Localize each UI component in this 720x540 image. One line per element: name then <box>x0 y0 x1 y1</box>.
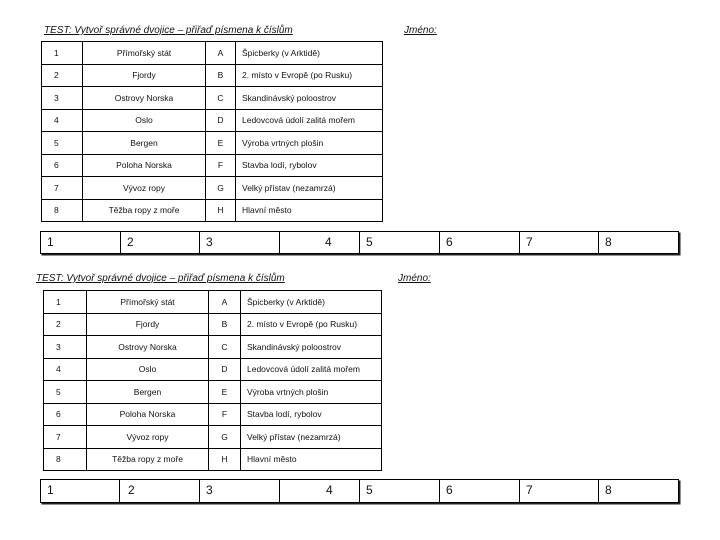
answer-number: 4 <box>325 235 332 249</box>
table-row <box>44 336 382 359</box>
answer-cell[interactable] <box>520 480 599 502</box>
definition: Skandinávský poloostrov <box>236 87 383 110</box>
answer-cell[interactable] <box>280 480 360 502</box>
term: Ostrovy Norska <box>87 336 209 359</box>
row-letter: F <box>206 154 236 177</box>
row-number: 4 <box>42 109 83 132</box>
table-row <box>44 381 382 404</box>
worksheet-title: TEST: Vytvoř správné dvojice – přiřaď písmena k číslům <box>36 273 285 284</box>
definition: Hlavní město <box>241 448 382 471</box>
term: Fjordy <box>87 313 209 336</box>
definition: Velký přístav (nezamrzá) <box>241 426 382 449</box>
answer-number: 6 <box>446 235 453 249</box>
definition: Výroba vrtných plošin <box>236 132 383 155</box>
name-label: Jméno: <box>398 273 431 284</box>
row-letter: G <box>206 177 236 200</box>
row-letter: C <box>209 336 241 359</box>
row-letter: D <box>206 109 236 132</box>
term: Přímořský stát <box>87 291 209 314</box>
answer-number: 2 <box>128 483 135 497</box>
table-row <box>42 87 383 110</box>
row-letter: A <box>209 291 241 314</box>
row-letter: E <box>206 132 236 155</box>
definition: Ledovcová údolí zalitá mořem <box>236 109 383 132</box>
term: Oslo <box>87 358 209 381</box>
answer-number: 8 <box>605 483 612 497</box>
answer-cell[interactable] <box>599 480 678 502</box>
matching-table <box>43 290 382 471</box>
answer-number: 1 <box>47 235 54 249</box>
definition: Špicberky (v Arktidě) <box>236 42 383 65</box>
answer-number: 2 <box>127 235 134 249</box>
row-number: 5 <box>44 381 87 404</box>
table-row <box>44 291 382 314</box>
row-number: 7 <box>44 426 87 449</box>
table-row <box>44 358 382 381</box>
worksheet-title: TEST: Vytvoř správné dvojice – přiřaď písmena k číslům <box>44 25 293 36</box>
definition: Velký přístav (nezamrzá) <box>236 177 383 200</box>
answer-cell[interactable] <box>440 480 520 502</box>
definition: Stavba lodí, rybolov <box>236 154 383 177</box>
row-letter: H <box>209 448 241 471</box>
matching-table <box>41 41 383 222</box>
answer-cell[interactable] <box>360 480 440 502</box>
term: Poloha Norska <box>83 154 206 177</box>
answer-number: 7 <box>526 483 533 497</box>
row-letter: E <box>209 381 241 404</box>
table-row <box>44 426 382 449</box>
term: Ostrovy Norska <box>83 87 206 110</box>
table-row <box>44 448 382 471</box>
answer-number: 7 <box>526 235 533 249</box>
row-letter: B <box>206 64 236 87</box>
answer-number: 8 <box>605 235 612 249</box>
term: Vývoz ropy <box>83 177 206 200</box>
row-number: 2 <box>42 64 83 87</box>
definition: Skandinávský poloostrov <box>241 336 382 359</box>
answer-number: 1 <box>47 483 54 497</box>
row-letter: F <box>209 403 241 426</box>
name-label: Jméno: <box>404 25 437 36</box>
answer-number: 3 <box>206 235 213 249</box>
row-number: 3 <box>42 87 83 110</box>
answer-number: 5 <box>366 483 373 497</box>
row-letter: H <box>206 199 236 222</box>
row-letter: B <box>209 313 241 336</box>
answer-number: 5 <box>366 235 373 249</box>
term: Přímořský stát <box>83 42 206 65</box>
table-row <box>42 109 383 132</box>
row-number: 8 <box>44 448 87 471</box>
table-row <box>42 177 383 200</box>
answer-cell[interactable] <box>120 480 200 502</box>
table-row <box>44 403 382 426</box>
answer-grid <box>40 479 679 503</box>
row-number: 1 <box>42 42 83 65</box>
row-number: 5 <box>42 132 83 155</box>
term: Bergen <box>83 132 206 155</box>
row-number: 7 <box>42 177 83 200</box>
term: Poloha Norska <box>87 403 209 426</box>
row-number: 3 <box>44 336 87 359</box>
term: Těžba ropy z moře <box>83 199 206 222</box>
definition: 2. místo v Evropě (po Rusku) <box>241 313 382 336</box>
term: Bergen <box>87 381 209 404</box>
row-letter: C <box>206 87 236 110</box>
definition: 2. místo v Evropě (po Rusku) <box>236 64 383 87</box>
row-letter: A <box>206 42 236 65</box>
answer-number: 4 <box>326 483 333 497</box>
row-letter: G <box>209 426 241 449</box>
definition: Stavba lodí, rybolov <box>241 403 382 426</box>
answer-cell[interactable] <box>41 480 120 502</box>
row-number: 6 <box>44 403 87 426</box>
table-row <box>42 64 383 87</box>
term: Fjordy <box>83 64 206 87</box>
table-row <box>42 154 383 177</box>
answer-number: 6 <box>446 483 453 497</box>
worksheet-2 <box>0 248 720 518</box>
term: Oslo <box>83 109 206 132</box>
answer-cell[interactable] <box>200 480 280 502</box>
table-row <box>42 132 383 155</box>
definition: Ledovcová údolí zalitá mořem <box>241 358 382 381</box>
row-number: 4 <box>44 358 87 381</box>
definition: Výroba vrtných plošin <box>241 381 382 404</box>
term: Vývoz ropy <box>87 426 209 449</box>
table-row <box>42 42 383 65</box>
term: Těžba ropy z moře <box>87 448 209 471</box>
definition: Hlavní město <box>236 199 383 222</box>
row-letter: D <box>209 358 241 381</box>
table-row <box>42 199 383 222</box>
row-number: 1 <box>44 291 87 314</box>
row-number: 8 <box>42 199 83 222</box>
row-number: 6 <box>42 154 83 177</box>
answer-number: 3 <box>206 483 213 497</box>
row-number: 2 <box>44 313 87 336</box>
definition: Špicberky (v Arktidě) <box>241 291 382 314</box>
table-row <box>44 313 382 336</box>
